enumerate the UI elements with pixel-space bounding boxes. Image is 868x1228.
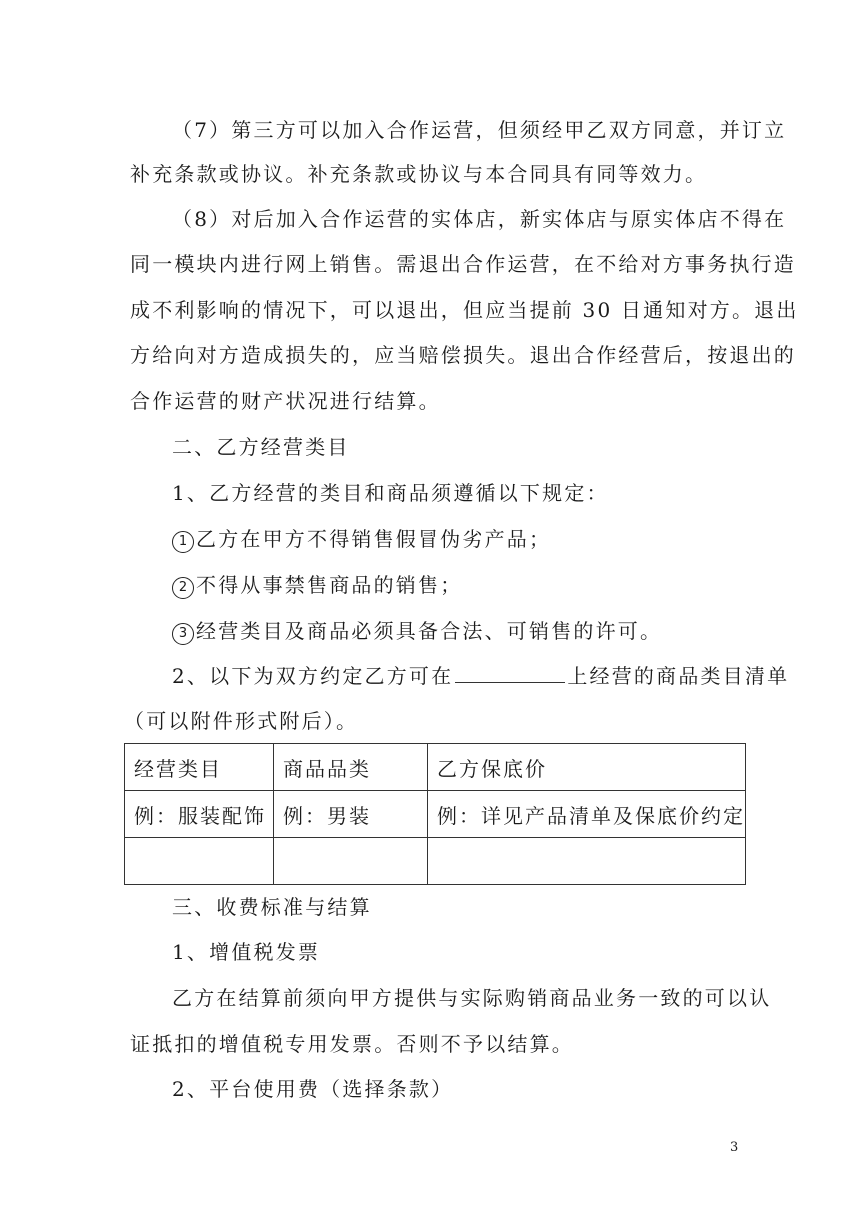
page-number: 3: [730, 1140, 739, 1155]
circled-number-3: 3: [172, 623, 194, 645]
section-3-item-1: 1、增值税发票: [172, 940, 321, 964]
rule-3: [172, 617, 662, 645]
invoice-para-line-2: 证抵扣的增值税专用发票。否则不予以结算。: [130, 1032, 574, 1056]
table-cell: 例：男装: [274, 791, 428, 838]
platform-blank-field: [455, 662, 565, 683]
rule-3-text: 经营类目及商品必须具备合法、可销售的许可。: [196, 619, 663, 643]
table-header-row: [125, 744, 746, 791]
clause-7-line-1: （7）第三方可以加入合作运营，但须经甲乙双方同意，并订立: [172, 118, 787, 142]
rule-1-text: 乙方在甲方不得销售假冒伪劣产品；: [196, 527, 552, 551]
table-row: [125, 791, 746, 838]
section-2-item-2-line-2: （可以附件形式附后）。: [124, 709, 359, 733]
item-2-text-before: 2、以下为双方约定乙方可在: [172, 664, 454, 688]
table-header-cell: 经营类目: [125, 744, 274, 791]
category-table: [124, 743, 746, 885]
circled-number-1: 1: [172, 531, 194, 553]
section-3-heading: 三、收费标准与结算: [172, 895, 372, 919]
table-cell: [274, 838, 428, 885]
invoice-para-line-1: 乙方在结算前须向甲方提供与实际购销商品业务一致的可以认: [172, 986, 772, 1010]
clause-8-line-4: 方给向对方造成损失的，应当赔偿损失。退出合作经营后，按退出的: [130, 343, 796, 367]
section-2-item-2: [172, 662, 789, 690]
rule-2: [172, 571, 462, 599]
section-2-item-1: 1、乙方经营的类目和商品须遵循以下规定：: [172, 481, 609, 505]
clause-8-line-1: （8）对后加入合作运营的实体店，新实体店与原实体店不得在: [172, 207, 787, 231]
table-header-cell: 乙方保底价: [428, 744, 746, 791]
section-3-item-2: 2、平台使用费（选择条款）: [172, 1077, 454, 1101]
clause-8-line-2: 同一模块内进行网上销售。需退出合作运营，在不给对方事务执行造: [130, 252, 796, 276]
rule-1: [172, 525, 551, 553]
table-cell: 例：服装配饰: [125, 791, 274, 838]
clause-8-line-5: 合作运营的财产状况进行结算。: [130, 389, 441, 413]
item-2-text-after: 上经营的商品类目清单: [567, 664, 790, 688]
clause-8-line-3: 成不利影响的情况下，可以退出，但应当提前 30 日通知对方。退出: [130, 298, 799, 322]
clause-7-line-2: 补充条款或协议。补充条款或协议与本合同具有同等效力。: [130, 162, 708, 186]
table-cell: [125, 838, 274, 885]
table-cell: [428, 838, 746, 885]
section-2-heading: 二、乙方经营类目: [172, 435, 350, 459]
circled-number-2: 2: [172, 577, 194, 599]
table-cell: 例：详见产品清单及保底价约定: [428, 791, 746, 838]
table-row: [125, 838, 746, 885]
rule-2-text: 不得从事禁售商品的销售；: [196, 573, 463, 597]
table-header-cell: 商品品类: [274, 744, 428, 791]
